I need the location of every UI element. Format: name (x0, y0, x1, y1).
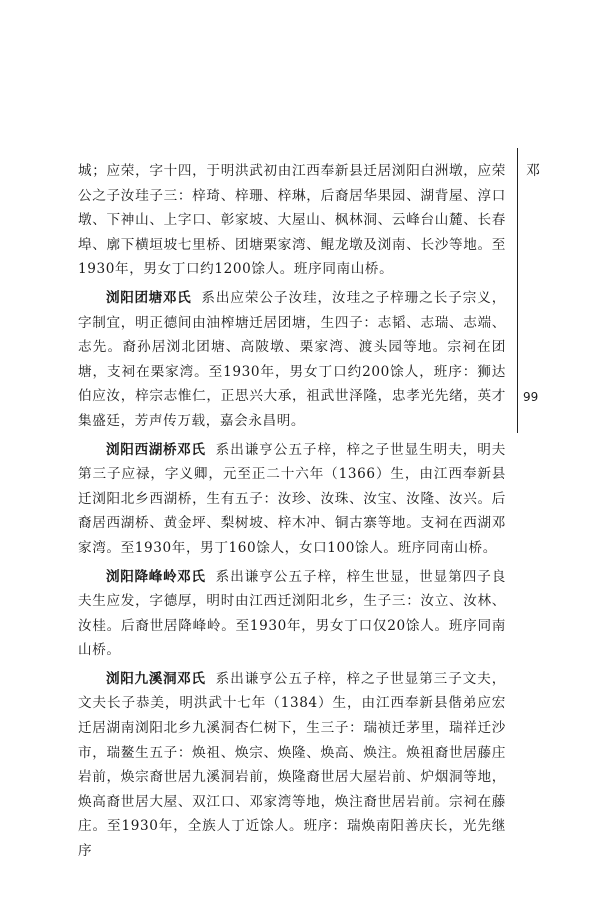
page-number: 99 (523, 390, 539, 404)
margin-rule (517, 148, 518, 433)
paragraph-text: 城；应荣，字十四，于明洪武初由江西奉新县迁居浏阳白洲墩，应荣公之子汝珪子三：梓琦、梓珊、梓琳，后裔居华果园、湖背屋、淳口墩、下神山、上字口、彰家坡、大屋山、枫林洞、云峰台山麓、长春埠、廓下横垣坡七里桥、团塘栗家湾、鲲龙墩及浏南、长沙等地。至1930年，男女丁口约1200馀人。班序同南山桥。 (78, 163, 506, 278)
paragraph-continuation (78, 159, 506, 282)
paragraph-text: 系出谦亨公五子梓，梓之子世显第三子文夫，文夫长子恭美，明洪武十七年（1384）生，由江西奉新县偕弟应宏迁居湖南浏阳北乡九溪洞杏仁树下，生三子：瑞祯迁茅里，瑞祥迁沙市，瑞鳌生五子：焕祖、焕宗、焕隆、焕高、焕注。焕祖裔世居藤庄岩前，焕宗裔世居九溪洞岩前，焕隆裔世居大屋岩前、炉烟洞等地，焕高裔世居大屋、双江口、邓家湾等地，焕注裔世居岩前。宗祠在藤庄。至1930年，全族人丁近馀人。班序：瑞焕南阳善庆长，光先继序 (78, 670, 507, 860)
section-heading: 浏阳降峰岭邓氏 (106, 568, 206, 585)
running-head: 邓 (526, 163, 540, 179)
paragraph-text: 系出谦亨公五子梓，梓生世显，世显第四子良夫生应发，字德厚，明时由江西迁浏阳北乡，生子三：汝立、汝林、汝桂。后裔世居降峰岭。至1930年，男女丁口仅20馀人。班序同南山桥。 (78, 568, 507, 659)
section-heading: 浏阳团塘邓氏 (106, 289, 192, 306)
section-heading: 浏阳九溪洞邓氏 (106, 670, 206, 687)
paragraph-jiangfengling (78, 565, 506, 663)
section-heading: 浏阳西湖桥邓氏 (106, 441, 206, 458)
paragraph-text: 系出应荣公子汝珪，汝珪之子梓珊之长子宗义，字制宜，明正德间由油榨塘迁居团塘，生四子：志韬、志瑞、志端、志先。裔孙居浏北团塘、高陂墩、栗家湾、渡头园等地。宗祠在团塘，支祠在栗家湾。至1930年，男女丁口约200馀人，班序：狮达伯应汝，梓宗志惟仁，正思兴大承，祖武世泽隆，忠孝光先绪，英才集盛廷，芳声传万载，嘉会永昌明。 (78, 289, 506, 429)
paragraph-text: 系出谦亨公五子梓，梓之子世显生明夫，明夫第三子应禄，字义卿，元至正二十六年（1366）生，由江西奉新县迁浏阳北乡西湖桥，生有五子：汝珍、汝珠、汝宝、汝隆、汝兴。后裔居西湖桥、黄金坪、梨树坡、梓木冲、铜古寨等地。支祠在西湖邓家湾。至1930年，男丁160馀人，女口100馀人。班序同南山桥。 (78, 441, 507, 556)
paragraph-xihuqiao (78, 438, 506, 561)
paragraph-tuantang (78, 286, 506, 434)
page-body (78, 159, 506, 864)
paragraph-jiuxidong (78, 667, 506, 864)
